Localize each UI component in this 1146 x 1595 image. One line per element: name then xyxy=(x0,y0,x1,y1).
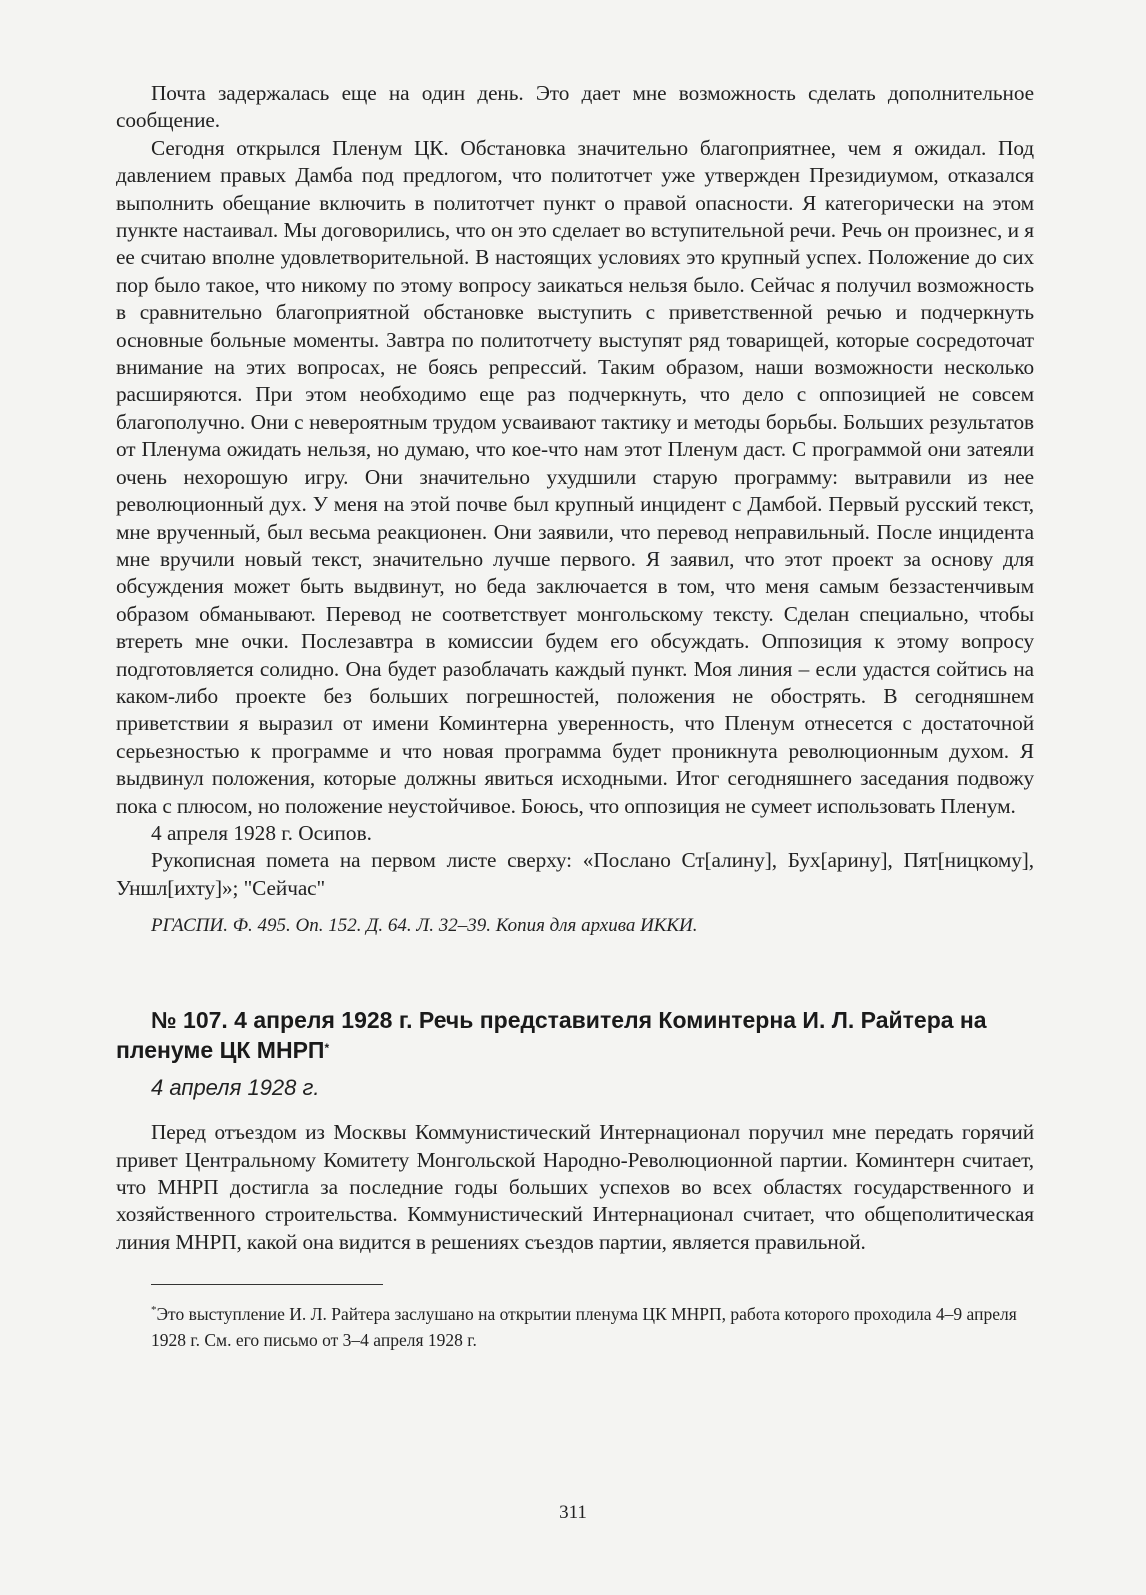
page-number: 311 xyxy=(559,1502,587,1523)
handwritten-note: Рукописная помета на первом листе сверху: «Послано Ст[алину], Бух[арину], Пят[ницкому], Уншл[ихту]»; "Сейчас" xyxy=(116,848,1034,900)
speech-paragraph: Перед отъездом из Москвы Коммунистический Интернационал поручил мне передать горячий привет Центральному Комитету Монгольской Народно-Революционной партии. Коминтерн считает, что МНРП достигла за последние годы больших успехов во всех областях государственного и хозяйственного строительства. Коммунистический Интернационал считает, что общеполитическая линия МНРП, какой она видится в решениях съездов партии, является правильной. xyxy=(116,1120,1034,1254)
footnote xyxy=(151,1297,1034,1353)
footnote-text: Это выступление И. Л. Райтера заслушано на открытии пленума ЦК МНРП, работа которого проходила 4–9 апреля 1928 г. См. его письмо от 3–4 апреля 1928 г. xyxy=(151,1304,1017,1351)
section-heading xyxy=(116,1005,1034,1065)
document-page xyxy=(116,80,1034,1353)
section-date: 4 апреля 1928 г. xyxy=(151,1075,320,1101)
paragraph-intro: Почта задержалась еще на один день. Это дает мне возможность сделать дополнительное сообщение. xyxy=(116,81,1034,133)
archive-source: РГАСПИ. Ф. 495. Оп. 152. Д. 64. Л. 32–39. Копия для архива ИККИ. xyxy=(151,915,698,937)
footnote-divider xyxy=(151,1284,383,1285)
footnote-marker: * xyxy=(151,1304,157,1317)
section-heading-text: № 107. 4 апреля 1928 г. Речь представителя Коминтерна И. Л. Райтера на пленуме ЦК МНРП xyxy=(116,1007,987,1064)
footnote-marker: * xyxy=(324,1041,330,1056)
paragraph-plenum-report: Сегодня открылся Пленум ЦК. Обстановка значительно благоприятнее, чем я ожидал. Под давлением правых Дамба под предлогом, что политотчет уже утвержден Президиумом, отказался выполнить обещание включить в политотчет пункт о правой опасности. Я категорически на этом пункте настаивал. Мы договорились, что он это сделает во вступительной речи. Речь он произнес, и я ее считаю вполне удовлетворительной. В настоящих условиях это крупный успех. Положение до сих пор было такое, что никому по этому вопросу заикаться нельзя было. Сейчас я получил возможность в сравнительно благоприятной обстановке выступить с приветственной речью и подчеркнуть основные больные моменты. Завтра по политотчету выступят ряд товарищей, которые сосредоточат внимание на этих вопросах, не боясь репрессий. Таким образом, наши возможности несколько расширяются. При этом необходимо еще раз подчеркнуть, что дело с оппозицией не совсем благополучно. Они с невероятным трудом усваивают тактику и методы борьбы. Больших результатов от Пленума ожидать нельзя, но думаю, что кое-что нам этот Пленум даст. С программой они затеяли очень нехорошую игру. Они значительно ухудшили старую программу: вытравили из нее революционный дух. У меня на этой почве был крупный инцидент с Дамбой. Первый русский текст, мне врученный, был весьма реакционен. Они заявили, что перевод неправильный. После инцидента мне вручили новый текст, значительно лучше первого. Я заявил, что этот проект за основу для обсуждения может быть выдвинут, но беда заключается в том, что меня самым беззастенчивым образом обманывают. Перевод не соответствует монгольскому тексту. Сделан специально, чтобы втереть мне очки. Послезавтра в комиссии будем его обсуждать. Оппозиция к этому вопросу подготовляется солидно. Она будет разоблачать каждый пункт. Моя линия – если удастся сойтись на каком-либо проекте без больших погрешностей, положения не обострять. В сегодняшнем приветствии я выразил от имени Коминтерна уверенность, что Пленум отнесется с достаточной серьезностью к программе и что новая программа будет проникнута революционным духом. Я выдвинул положения, которые должны явиться исходными. Итог сегодняшнего заседания подвожу пока с плюсом, но положение неустойчивое. Боюсь, что оппозиция не сумеет использовать Пленум. xyxy=(116,135,1034,818)
signature-line: 4 апреля 1928 г. Осипов. xyxy=(151,820,372,845)
